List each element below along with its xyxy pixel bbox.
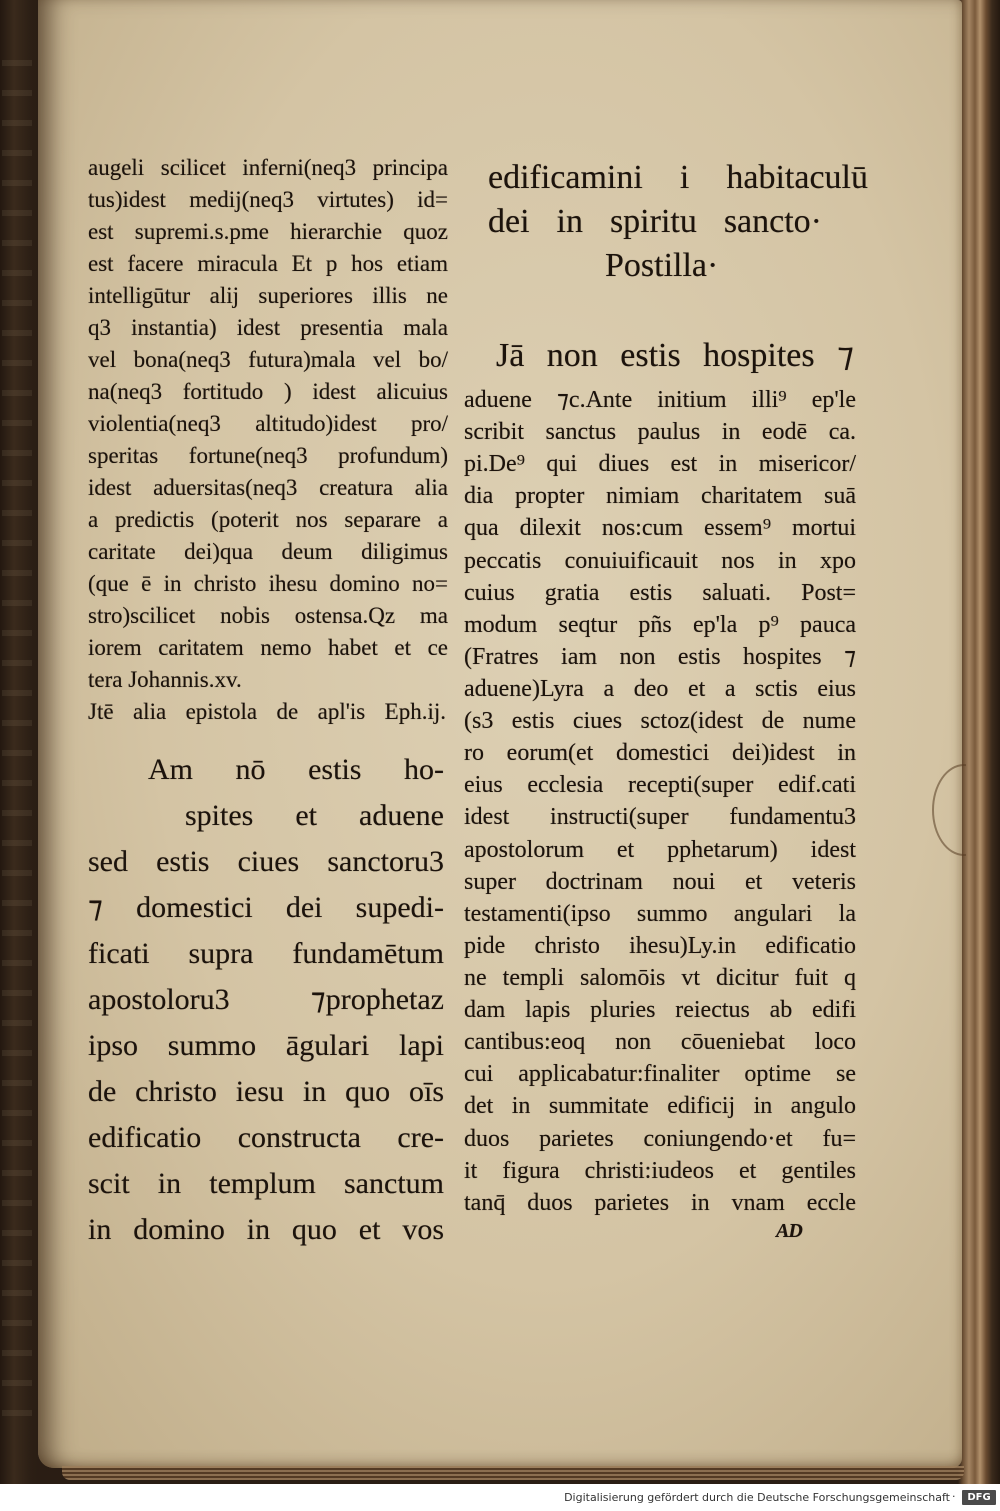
commentary-line: pi.De⁹ qui diues est in misericor/ (464, 451, 856, 478)
gloss-line: tera Johannis.xv. (88, 667, 242, 692)
commentary-incipit (496, 334, 854, 378)
gloss-line: vel bona(neq3 futura)mala vel bo/ (88, 347, 448, 372)
gloss-line: augeli scilicet inferni(neq3 principa (88, 155, 448, 180)
commentary-line: eius ecclesia recepti(super edif.cati (464, 772, 856, 799)
gloss-line: caritate dei)qua deum diligimus (88, 539, 448, 564)
gloss-line: tus)idest medij(neq3 virtutes) id= (88, 187, 448, 212)
facing-page-edge (2, 60, 32, 1440)
right-column-heading (488, 156, 868, 288)
commentary-line: cui applicabatur:finaliter optime se (464, 1061, 856, 1088)
gloss-line: violentia(neq3 altitudo)idest pro/ (88, 411, 448, 436)
gloss-line: na(neq3 fortitudo ) idest alicuius (88, 379, 448, 404)
epistle-line: de christo iesu in quo oīs (88, 1075, 444, 1108)
dfg-logo: DFG (962, 1490, 996, 1505)
commentary-line: modum seqtur pñs ep'la p⁹ pauca (464, 611, 856, 638)
commentary-line: duos parietes coniungendo·et fu= (464, 1125, 856, 1152)
gloss-line: est facere miracula Et p hos etiam (88, 251, 448, 276)
commentary-line: testamenti(ipso summo angulari la (464, 900, 856, 927)
gloss-line: iorem caritatem nemo habet et ce (88, 635, 448, 660)
footer-credit: Digitalisierung gefördert durch die Deutsche Forschungsgemeinschaft (564, 1491, 950, 1504)
gloss-line: intelligūtur alij superiores illis ne (88, 283, 448, 308)
epistle-heading (88, 696, 446, 728)
commentary-line: it figura christi:iudeos et gentiles (464, 1157, 856, 1184)
gloss-line: q3 instantia) idest presentia mala (88, 315, 448, 340)
commentary-line: dia propter nimiam charitatem suā (464, 483, 856, 510)
epistle-line: Am nō estis ho- (148, 753, 444, 786)
left-column-gloss (88, 152, 448, 696)
gloss-line: stro)scilicet nobis ostensa.Qz ma (88, 603, 448, 628)
epistle-line: ipso summo āgulari lapi (88, 1029, 444, 1062)
epistle-continuation-line: dei in spiritu sancto· (488, 203, 822, 240)
epistle-line: apostoloru3 ⁊prophetaz (88, 983, 444, 1016)
epistle-line: scit in templum sanctum (88, 1167, 444, 1200)
commentary-line: cuius gratia estis saluati. Post= (464, 579, 856, 606)
commentary-line: qua dilexit nos:cum essem⁹ mortui (464, 515, 856, 542)
commentary-line: ro eorum(et domestici dei)idest in (464, 740, 856, 767)
commentary-line: idest instructi(super fundamentu3 (464, 804, 856, 831)
gloss-line: a predictis (poterit nos separare a (88, 507, 448, 532)
footer-separator: · (952, 1490, 956, 1503)
commentary-line: pide christo ihesu)Ly.in edificatio (464, 932, 856, 959)
epistle-heading-text: Jtē alia epistola de apl'is Eph.ij. (88, 699, 446, 724)
commentary-line: tanq̄ duos parietes in vnam eccle (464, 1189, 856, 1216)
commentary-incipit-text: Jā non estis hospites ⁊ (496, 337, 854, 374)
epistle-line: edificatio constructa cre- (88, 1121, 444, 1154)
commentary-line: aduene ⁊c.Ante initium illi⁹ ep'le (464, 387, 856, 413)
epistle-line: ficati supra fundamētum (88, 937, 444, 970)
gloss-line: idest aduersitas(neq3 creatura alia (88, 475, 448, 500)
page-edge-tab-mark (932, 764, 996, 856)
commentary-line: peccatis conuiuificauit nos in xpo (464, 547, 856, 574)
commentary-line: aduene)Lyra a deo et a sctis eius (464, 675, 856, 702)
postilla-heading: Postilla· (605, 247, 719, 284)
gloss-line: est supremi.s.pme hierarchie quoz (88, 219, 448, 244)
commentary-line: cantibus:eoq non cōueniebat loco (464, 1029, 856, 1056)
commentary-line: det in summitate edificij in angulo (464, 1093, 856, 1120)
commentary-line: super doctrinam noui et veteris (464, 868, 856, 895)
catchword: AD (776, 1220, 802, 1242)
footer-bar (0, 1484, 1000, 1511)
commentary-line: (Fratres iam non estis hospites ⁊ (464, 643, 856, 670)
gloss-line: (que ē in christo ihesu domino no= (88, 571, 448, 596)
commentary-text (464, 384, 856, 1219)
epistle-text (88, 747, 444, 1253)
epistle-continuation-line: edificamini i habitaculū (488, 159, 868, 196)
commentary-line: scribit sanctus paulus in eodē ca. (464, 419, 856, 446)
epistle-line: ⁊ domestici dei supedi- (88, 891, 444, 924)
gloss-line: speritas fortune(neq3 profundum) (88, 443, 448, 468)
page-stack-edge (62, 1466, 964, 1480)
commentary-line: apostolorum et pphetarum) idest (464, 836, 856, 863)
epistle-line: spites et aduene (185, 799, 444, 832)
commentary-line: (s3 estis ciues sctoz(idest de nume (464, 708, 856, 735)
commentary-line: ne templi salomōis vt dicitur fuit q (464, 964, 856, 991)
epistle-line: sed estis ciues sanctoru3 (88, 845, 444, 878)
commentary-line: dam lapis pluries reiectus ab edifi (464, 997, 856, 1024)
epistle-line: in domino in quo et vos (88, 1213, 444, 1246)
